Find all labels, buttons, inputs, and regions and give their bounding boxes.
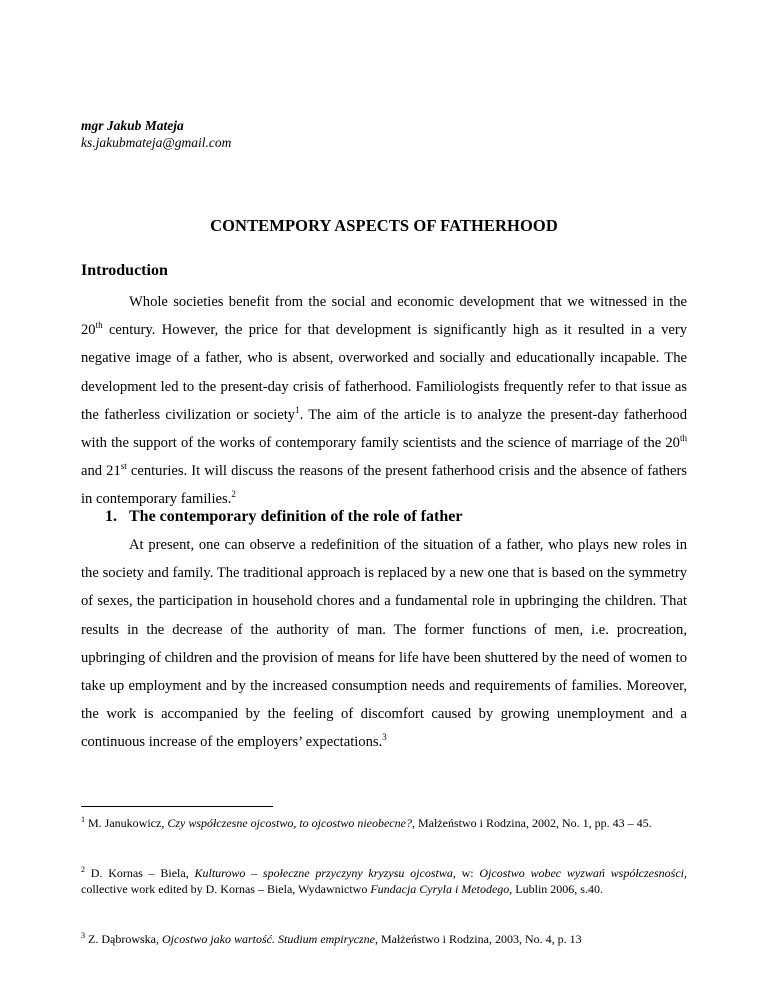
footnote-separator [81, 806, 273, 807]
author-block [81, 117, 231, 151]
footnote-ref-1[interactable]: 1 [295, 404, 300, 415]
introduction-paragraph: Whole societies benefit from the social and economic development that we witnessed in the 20th century. However, the price for that development is significantly high as it resulted in a very negative image of a father, who is absent, overworked and socially and educationally incapable. The development led to the present-day crisis of fatherhood. Familiologists frequently refer to that issue as the fatherless civilization or society$^1$. The aim of the article is to analyze the present-day fatherhood with the support of the works of contemporary family scientists and the science of marriage of the 20th and 21st centuries. It will discuss the reasons of the present fatherhood crisis and the absence of fathers in contemporary families.$^2$ [81, 294, 687, 508]
document-title: CONTEMPORY ASPECTS OF FATHERHOOD [210, 216, 558, 235]
section-1-paragraph: At present, one can observe a redefinition of the situation of a father, who plays new roles in the society and family. The traditional approach is replaced by a new one that is based on the symmetry of sexes, the participation in household chores and a fundamental role in upbringing the children. That results in the decrease of the authority of man. The former functions of men, i.e. procreation, upbringing of children and the provision of means for life have been shuttered by the need of women to take up employment and by the increased consumption needs and requirements of families. Moreover, the work is accompanied by the feeling of discomfort caused by growing unemployment and a continuous increase of the employers’ expectations.$^3$ [81, 537, 687, 751]
section-1-title: The contemporary definition of the role of father [129, 508, 463, 525]
section-1-number: 1. [105, 508, 117, 525]
author-name: mgr Jakub Mateja [81, 118, 184, 133]
introduction-heading: Introduction [81, 262, 168, 279]
footnote-ref-2[interactable]: 2 [231, 489, 236, 500]
section-1-heading [105, 508, 462, 526]
footnote-ref-3[interactable]: 3 [382, 732, 387, 743]
author-email[interactable]: ks.jakubmateja@gmail.com [81, 135, 232, 150]
footnote-1: $^1$ M. Janukowicz, Czy współczesne ojcostwo, to ojcostwo nieobecne?, Małżeństwo i Rodzina, 2002, No. 1, pp. 43 – 45. [81, 815, 652, 830]
footnote-2: $^2$ D. Kornas – Biela, Kulturowo – społeczne przyczyny kryzysu ojcostwa, w: Ojcostwo wobec wyzwań współczesności, collective work edited by D. Kornas – Biela, Wydawnictwo Fundacja Cyryla i Metodego, Lublin 2006, s.40. [81, 865, 687, 896]
footnote-3: $^3$ Z. Dąbrowska, Ojcostwo jako wartość. Studium empiryczne, Małżeństwo i Rodzina, 2003, No. 4, p. 13 [81, 931, 582, 946]
